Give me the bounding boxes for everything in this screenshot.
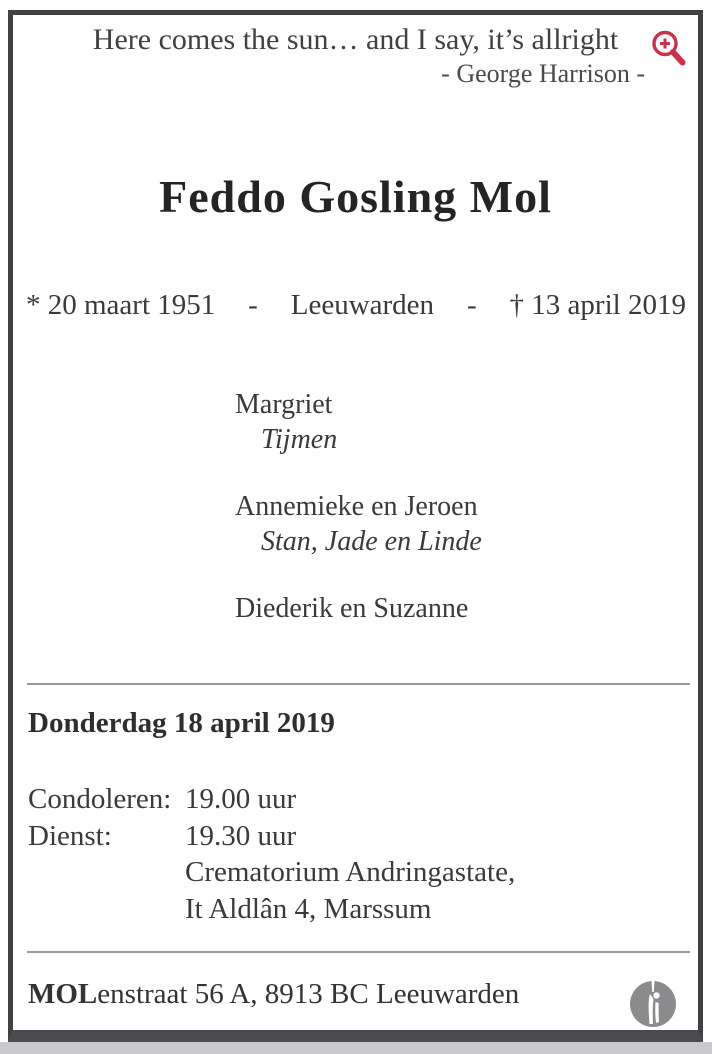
zoom-in-icon: [648, 57, 689, 72]
schedule-label: Condoleren:: [28, 783, 172, 815]
schedule-label: [28, 891, 185, 928]
quote-attribution: - George Harrison -: [441, 59, 645, 88]
section-divider: [27, 683, 690, 685]
dates-separator: -: [466, 289, 477, 321]
dates-separator: -: [248, 289, 258, 321]
funeral-home-address: [28, 978, 519, 1011]
deceased-name: Feddo Gosling Mol: [159, 171, 552, 222]
service-schedule: [28, 781, 688, 927]
schedule-value: Crematorium Andringastate,: [185, 856, 516, 888]
quote-text: Here comes the sun… and I say, it’s allright: [92, 23, 619, 56]
schedule-value: 19.30 uur: [185, 819, 297, 852]
mol-logo-icon: [629, 980, 677, 1028]
address-rest-part: enstraat 56 A, 8913 BC Leeuwarden: [97, 978, 520, 1010]
family-group: [235, 489, 482, 559]
schedule-label: [28, 854, 185, 891]
zoom-in-button[interactable]: [648, 28, 689, 69]
family-children-names: Stan, Jade en Linde: [261, 526, 482, 557]
family-group: [235, 591, 468, 626]
service-date-heading: Donderdag 18 april 2019: [28, 707, 335, 739]
family-names: Diederik en Suzanne: [235, 593, 469, 624]
schedule-value: It Aldlân 4, Marssum: [185, 892, 432, 925]
family-children-names: Tijmen: [261, 424, 338, 455]
family-group: [235, 387, 337, 457]
family-names: Margriet: [235, 389, 333, 420]
schedule-value: 19.00 uur: [185, 783, 297, 815]
address-bold-part: MOL: [28, 978, 98, 1010]
birth-place: Leeuwarden: [290, 289, 435, 321]
schedule-label: Dienst:: [28, 819, 112, 852]
birth-date: * 20 maart 1951: [26, 289, 216, 321]
death-date: † 13 april 2019: [509, 289, 686, 321]
family-names: Annemieke en Jeroen: [235, 491, 478, 522]
obituary-card: [8, 10, 703, 1042]
page-bottom-strip: [0, 1042, 712, 1054]
section-divider: [27, 951, 690, 953]
life-dates-row: [13, 289, 698, 322]
